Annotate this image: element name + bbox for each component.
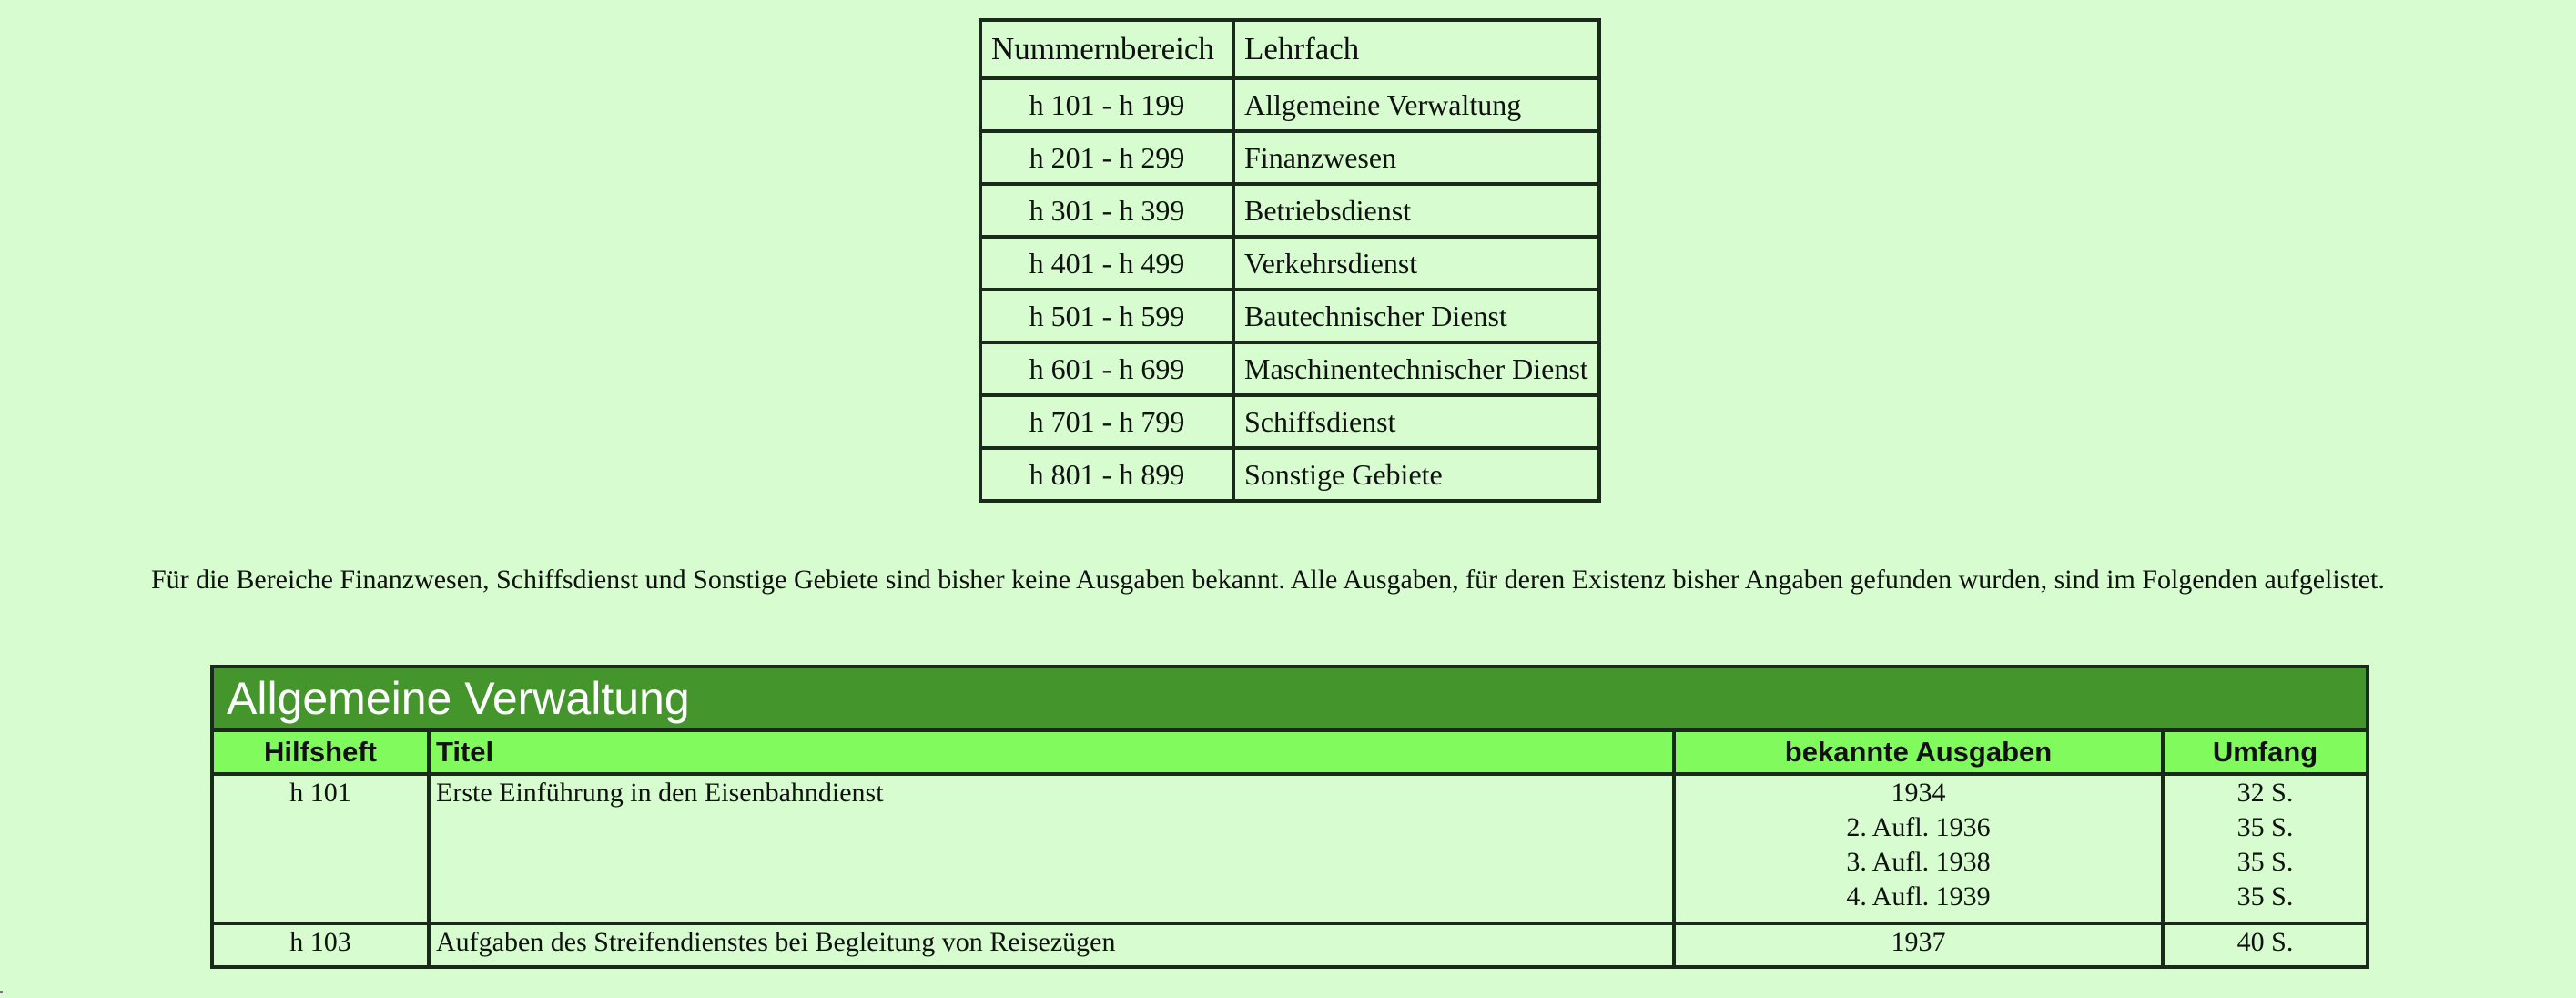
range-cell: h 501 - h 599 xyxy=(980,290,1233,342)
range-cell: h 201 - h 299 xyxy=(980,131,1233,184)
range-cell: h 601 - h 699 xyxy=(980,342,1233,395)
range-row xyxy=(980,290,1599,342)
range-cell: h 101 - h 199 xyxy=(980,78,1233,131)
range-row xyxy=(980,184,1599,237)
ausgabe-entry: 4. Aufl. 1939 xyxy=(1846,881,1991,911)
ausgabe-entry: 2. Aufl. 1936 xyxy=(1846,812,1991,842)
umfang-entry: 35 S. xyxy=(2236,812,2294,842)
subject-cell: Maschinentechnischer Dienst xyxy=(1233,342,1599,395)
hilfsheft-cell: h 103 xyxy=(212,923,429,967)
range-row xyxy=(980,395,1599,448)
subject-cell: Finanzwesen xyxy=(1233,131,1599,184)
subject-cell: Betriebsdienst xyxy=(1233,184,1599,237)
ausgaben-cell xyxy=(1674,774,2163,923)
umfang-entry: 35 S. xyxy=(2236,881,2294,911)
ausgaben-cell xyxy=(1674,923,2163,967)
ausgabe-entry: 1934 xyxy=(1891,778,1946,808)
corner-dot xyxy=(0,991,3,993)
table-row xyxy=(212,774,2368,923)
range-cell: h 401 - h 499 xyxy=(980,237,1233,290)
umfang-entry: 35 S. xyxy=(2236,847,2294,877)
header-lehrfach: Lehrfach xyxy=(1233,20,1599,78)
table-row xyxy=(212,923,2368,967)
range-cell: h 801 - h 899 xyxy=(980,448,1233,501)
subject-cell: Verkehrsdienst xyxy=(1233,237,1599,290)
subject-cell: Sonstige Gebiete xyxy=(1233,448,1599,501)
range-cell: h 701 - h 799 xyxy=(980,395,1233,448)
subject-cell: Allgemeine Verwaltung xyxy=(1233,78,1599,131)
umfang-cell xyxy=(2163,774,2368,923)
col-hilfsheft: Hilfsheft xyxy=(212,730,429,774)
range-row xyxy=(980,342,1599,395)
col-ausgaben: bekannte Ausgaben xyxy=(1674,730,2163,774)
titel-cell: Erste Einführung in den Eisenbahndienst xyxy=(429,774,1674,923)
ausgabe-entry: 3. Aufl. 1938 xyxy=(1846,847,1991,877)
col-umfang: Umfang xyxy=(2163,730,2368,774)
col-titel: Titel xyxy=(429,730,1674,774)
umfang-entry: 32 S. xyxy=(2236,778,2294,808)
range-row xyxy=(980,131,1599,184)
intro-paragraph: Für die Bereiche Finanzwesen, Schiffsdienst und Sonstige Gebiete sind bisher keine Ausgaben bekannt. Alle Ausgaben, für deren Existenz bisher Angaben gefunden wurden, sind im Folgenden aufgelistet. xyxy=(151,565,2385,595)
range-cell: h 301 - h 399 xyxy=(980,184,1233,237)
range-row xyxy=(980,448,1599,501)
umfang-cell xyxy=(2163,923,2368,967)
umfang-entry: 40 S. xyxy=(2236,927,2294,957)
range-table xyxy=(979,18,1601,503)
verwaltung-table xyxy=(210,665,2369,969)
subject-cell: Schiffsdienst xyxy=(1233,395,1599,448)
section-title: Allgemeine Verwaltung xyxy=(212,667,2368,730)
range-table-header-row xyxy=(980,20,1599,78)
header-nummernbereich: Nummernbereich xyxy=(980,20,1233,78)
ausgabe-entry: 1937 xyxy=(1891,927,1946,957)
range-row xyxy=(980,237,1599,290)
range-row xyxy=(980,78,1599,131)
hilfsheft-cell: h 101 xyxy=(212,774,429,923)
subject-cell: Bautechnischer Dienst xyxy=(1233,290,1599,342)
titel-cell: Aufgaben des Streifendienstes bei Begleitung von Reisezügen xyxy=(429,923,1674,967)
column-header-row xyxy=(212,730,2368,774)
